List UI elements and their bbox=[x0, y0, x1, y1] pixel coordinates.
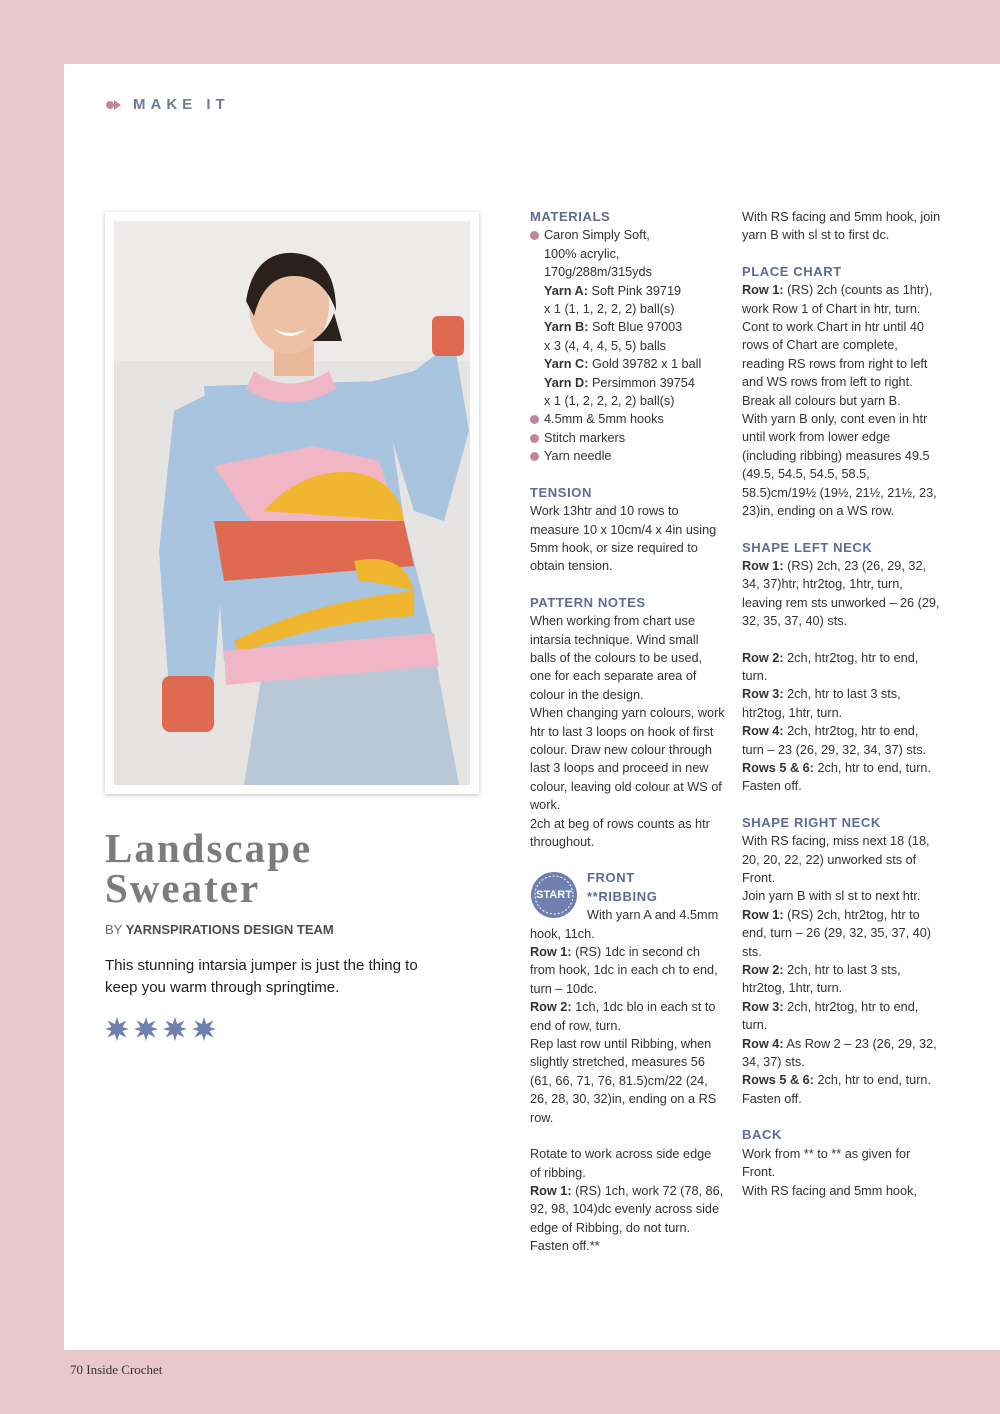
row-instruction: Row 2: 2ch, htr to last 3 sts, htr2tog, 1htr, turn. bbox=[742, 963, 901, 996]
notes-paragraph: When changing yarn colours, work htr to last 3 loops on hook of first colour. Draw new colour through last 3 loops and proceed in new colour, leaving old colour at WS of work. bbox=[530, 706, 725, 813]
material-item: Yarn needle bbox=[530, 447, 725, 465]
pattern-title bbox=[105, 825, 313, 911]
right-neck-heading: SHAPE RIGHT NECK bbox=[742, 814, 881, 830]
back-paragraph: With RS facing and 5mm hook, bbox=[742, 1183, 917, 1198]
row-instruction: Row 3: 2ch, htr2tog, htr to end, turn. bbox=[742, 999, 919, 1033]
row-instruction: Row 1: (RS) 2ch (counts as 1htr), work Row 1 of Chart in htr, turn. bbox=[742, 283, 933, 316]
fasten-text: Fasten off.** bbox=[530, 1239, 600, 1254]
star-icon bbox=[134, 1017, 158, 1041]
byline-prefix: BY bbox=[105, 922, 123, 937]
byline bbox=[105, 922, 334, 937]
instructions-column-1 bbox=[530, 208, 725, 1256]
photo-frame bbox=[105, 212, 479, 794]
material-detail: 100% acrylic, bbox=[544, 246, 620, 261]
left-neck-heading: SHAPE LEFT NECK bbox=[742, 539, 873, 555]
back-heading: BACK bbox=[742, 1127, 782, 1143]
yarn-b: Yarn B: Soft Blue 97003 bbox=[544, 320, 683, 335]
ribbing-heading: **RIBBING bbox=[587, 888, 658, 904]
chart-paragraph: Cont to work Chart in htr until 40 rows of Chart are complete, reading RS rows from right to left and WS rows from left to right. Break all colours but yarn B. bbox=[742, 320, 928, 408]
sweater-photo bbox=[114, 221, 470, 785]
tension-text: Work 13htr and 10 rows to measure 10 x 10cm/4 x 4in using 5mm hook, or size required to obtain tension. bbox=[530, 504, 717, 574]
place-chart-heading: PLACE CHART bbox=[742, 263, 842, 279]
row-instruction: Row 3: 2ch, htr to last 3 sts, htr2tog, 1htr, turn. bbox=[742, 687, 901, 720]
notes-paragraph: 2ch at beg of rows counts as htr throughout. bbox=[530, 816, 710, 849]
yarn-d: Yarn D: Persimmon 39754 bbox=[544, 375, 695, 390]
page-footer bbox=[70, 1362, 162, 1378]
yarn-d-qty: x 1 (1, 2, 2, 2, 2) ball(s) bbox=[544, 394, 675, 409]
yarn-c: Yarn C: Gold 39782 x 1 ball bbox=[544, 357, 702, 372]
row-instruction: Row 1: (RS) 1ch, work 72 (78, 86, 92, 98, 104)dc evenly across side edge of Ribbing, do not turn. bbox=[530, 1183, 724, 1235]
material-item: Caron Simply Soft, bbox=[530, 226, 725, 244]
page-number: 70 bbox=[70, 1362, 83, 1377]
yarn-a: Yarn A: Soft Pink 39719 bbox=[544, 283, 682, 298]
materials-heading: MATERIALS bbox=[530, 209, 611, 224]
yarn-a-qty: x 1 (1, 1, 2, 2, 2) ball(s) bbox=[544, 302, 675, 317]
double-arrow-icon bbox=[105, 98, 125, 112]
start-label: START bbox=[536, 889, 572, 902]
row-instruction: Row 1: (RS) 2ch, htr2tog, htr to end, turn – 26 (29, 32, 35, 37, 40) sts. bbox=[742, 907, 932, 959]
back-paragraph: Work from ** to ** as given for Front. bbox=[742, 1146, 911, 1180]
intro-text: With RS facing and 5mm hook, join yarn B with sl st to first dc. bbox=[742, 210, 941, 243]
repeat-text: Rep last row until Ribbing, when slightly stretched, measures 56 (61, 66, 71, 76, 81.5)cm/22 (24, 26, 28, 30, 32)in, ending on a RS row. bbox=[530, 1037, 717, 1125]
ribbing-intro: With yarn A and 4.5mm hook, 11ch. bbox=[530, 908, 719, 941]
magazine-name: Inside Crochet bbox=[86, 1362, 163, 1377]
difficulty-rating bbox=[105, 1017, 216, 1041]
chart-paragraph: With yarn B only, cont even in htr until work from lower edge (including ribbing) measures 49.5 (49.5, 54.5, 54.5, 58.5, 58.5)cm/19½ (19½, 21½, 21½, 23, 23)in, ending on a WS row. bbox=[742, 412, 937, 519]
section-label: MAKE IT bbox=[133, 96, 230, 113]
rotate-text: Rotate to work across side edge of ribbing. bbox=[530, 1147, 712, 1180]
yarn-b-qty: x 3 (4, 4, 4, 5, 5) balls bbox=[544, 338, 666, 353]
standfirst: This stunning intarsia jumper is just the thing to keep you warm through springtime. bbox=[105, 957, 418, 996]
material-detail: 170g/288m/315yds bbox=[544, 265, 652, 280]
star-icon bbox=[192, 1017, 216, 1041]
star-icon bbox=[163, 1017, 187, 1041]
title-line-2: Sweater bbox=[105, 865, 261, 911]
front-heading: FRONT bbox=[587, 870, 635, 886]
byline-author: YARNSPIRATIONS DESIGN TEAM bbox=[125, 922, 334, 937]
title-line-1: Landscape bbox=[105, 825, 313, 871]
material-item: 4.5mm & 5mm hooks bbox=[530, 410, 725, 428]
notes-paragraph: When working from chart use intarsia technique. Wind small balls of the colours to be used, one for each separate area of colour in the design. bbox=[530, 614, 703, 702]
instructions-column-2 bbox=[742, 208, 942, 1200]
fasten-text: Fasten off. bbox=[742, 1091, 802, 1106]
row-instruction: Row 1: (RS) 1dc in second ch from hook, 1dc in each ch to end, turn – 10dc. bbox=[530, 945, 718, 996]
tension-heading: TENSION bbox=[530, 484, 592, 500]
row-instruction: Row 2: 2ch, htr2tog, htr to end, turn. bbox=[742, 650, 919, 683]
star-icon bbox=[105, 1017, 129, 1041]
row-instruction: Row 4: 2ch, htr2tog, htr to end, turn – 23 (26, 29, 32, 34, 37) sts. bbox=[742, 724, 927, 757]
row-instruction: Row 2: 1ch, 1dc blo in each st to end of row, turn. bbox=[530, 1000, 716, 1033]
row-instruction: Rows 5 & 6: 2ch, htr to end, turn. bbox=[742, 760, 931, 775]
right-neck-paragraph: Join yarn B with sl st to next htr. bbox=[742, 889, 921, 904]
notes-heading: PATTERN NOTES bbox=[530, 594, 646, 610]
start-badge bbox=[530, 871, 578, 919]
row-instruction: Rows 5 & 6: 2ch, htr to end, turn. bbox=[742, 1073, 931, 1088]
row-instruction: Row 4: As Row 2 – 23 (26, 29, 32, 34, 37) sts. bbox=[742, 1036, 937, 1070]
right-neck-paragraph: With RS facing, miss next 18 (18, 20, 20, 22, 22) unworked sts of Front. bbox=[742, 834, 930, 885]
fasten-text: Fasten off. bbox=[742, 779, 802, 794]
section-tag bbox=[105, 96, 230, 113]
row-instruction: Row 1: (RS) 2ch, 23 (26, 29, 32, 34, 37)htr, htr2tog, 1htr, turn, leaving rem sts unworked – 26 (29, 32, 35, 37, 40) sts. bbox=[742, 558, 940, 629]
front-section bbox=[530, 869, 725, 943]
material-item: Stitch markers bbox=[530, 429, 725, 447]
